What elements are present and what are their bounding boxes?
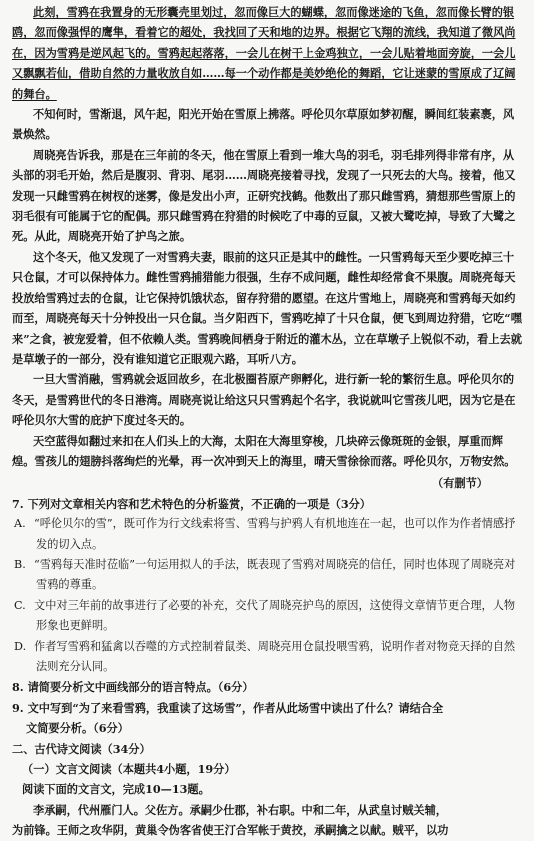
- question-7: [12, 494, 524, 678]
- question-8: 8. 请简要分析文中画线部分的语言特点。（6分）: [12, 680, 254, 695]
- section-heading: 二、古代诗文阅读（34分）: [12, 741, 151, 756]
- reading-instruction: 阅读下面的文言文，完成10—13题。: [22, 782, 210, 797]
- source-note: （有删节）: [432, 476, 488, 491]
- classical-text-line-1: 李承嗣，代州雁门人。父佐方。承嗣少仕郡，补右职。中和二年，从武皇讨贼关辅，: [33, 802, 447, 817]
- option-text: 文中对三年前的故事进行了必要的补充，交代了周晓亮护鸟的原因，这使得文章情节更合理，人物形象也更鲜明。: [34, 598, 516, 633]
- option-letter: C.: [14, 598, 26, 612]
- option-letter: A.: [14, 517, 26, 531]
- passage-paragraph-3: 这个冬天，他又发现了一对雪鸦夫妻，眼前的这只正是其中的雌性。一只雪鸦每天至少要吃掉三十只仓鼠，才可以保持体力。雌性雪鸦捕猎能力很强，生存不成问题，雌性却经常食不果腹。周晓亮每天投放给雪鸦过去的仓鼠，让它保持饥饿状态，留存狩猎的愿望。在这片雪地上，周晓亮和雪鸦每天如约而至，周晓亮每天十分钟投出一只仓鼠。当夕阳西下，雪鸦吃掉了十只仓鼠，便飞到周边狩猎，它吃“嘿来”之食，被宠爱着，但不依赖人类。雪鸦晚间栖身于附近的灌木丛，立在草墩子上锐似不动，看上去就是草墩子的一部分，没有谁知道它正眼观六路，耳听八方。: [12, 249, 522, 366]
- classical-text-line-2: 为前锋。王师之攻华阴，黄巢令伪客省使王汀合军帐于黄挍，承嗣擒之以献。贼平，以功: [12, 823, 449, 838]
- option-text: “雪鸦每天准时莅临”一句运用拟人的手法，既表现了雪鸦对周晓亮的信任，同时也体现了周晓亮对雪鸦的尊重。: [34, 557, 516, 592]
- option-c: [12, 596, 524, 637]
- option-letter: B.: [14, 557, 26, 571]
- passage-paragraph-5: 天空蓝得如翻过来扣在人们头上的大海，太阳在大海里穿梭，几块碎云像斑斑的金银，厚重而辉煌。雪孩儿的翅膀抖落绚烂的光晕，再一次冲到天上的海里，晴天雪徐徐而落。呼伦贝尔，万物安然。: [12, 433, 516, 468]
- question-9-line-2: 文简要分析。（6分）: [26, 721, 129, 736]
- subsection-heading: （一）文言文阅读（本题共4小题，19分）: [22, 762, 236, 777]
- passage-paragraph-2: 周晓亮告诉我，那是在三年前的冬天，他在雪原上看到一堆大鸟的羽毛，羽毛排列得非常有序，从头部的羽毛开始，然后是腹羽、背羽、尾羽……周晓亮接着寻找，发现了一只死去的大鸟。接着，他又发现一只雌雪鸦在树杈的迷雾，像是发出小声，正研究找鹤。他数出了那只雌雪鸦，猜想那些雪原上的羽毛很有可能属于它的配偶。那只雌雪鸦在狩猎的时候吃了中毒的豆鼠，又被大鹭吃掉，导致了大鹭之死。从此，周晓亮开始了护鸟之旅。: [12, 147, 516, 244]
- underlined-passage: 此刻，雪鸦在我置身的无形囊壳里划过，忽而像巨大的蝴蝶，忽而像迷途的飞鱼，忽而像长臂的银鸥，忽而像强悍的鹰隼，看着它的超处，我找回了天和地的边界。根据它飞翔的流线，我知道了微风尚在，因为雪鸦是逆风起飞的。雪鸦起起落落，一会儿在树干上金鸡独立，一会儿贴着地面旁旋，一会儿又飘飘若仙，借助自然的力量收放自如……每一个动作都是美妙绝伦的舞蹈，它让迷蒙的雪原成了辽阔的舞台。: [12, 5, 516, 101]
- option-d: [12, 637, 524, 678]
- passage-paragraph-4: 一旦大雪消融，雪鸦就会返回故乡，在北极圈苔原产卵孵化，进行新一轮的繁衍生息。呼伦贝尔的冬天，是雪鸦世代的冬日港湾。周晓亮说让给这只只雪鸦起个名字，我说就叫它雪孩儿吧，因为它是在呼伦贝尔大雪的庇护下度过冬天的。: [12, 372, 516, 428]
- question-9-line-1: 9. 文中写到“为了来看雪鸦，我重读了这场雪”，作者从此场雪中读出了什么？请结合全: [12, 700, 444, 715]
- option-a: [12, 514, 524, 555]
- option-letter: D.: [14, 639, 27, 653]
- option-text: 作者写雪鸦和猛禽以吞噬的方式控制着鼠类、周晓亮用仓鼠投喂雪鸦，说明作者对物竞天择的自然法则充分认同。: [34, 639, 516, 673]
- passage-paragraph-1: 不知何时，雪渐退，风午起，阳光开始在雪原上拂落。呼伦贝尔草原如梦初醒，瞬间红装素裹，风景焕然。: [12, 107, 515, 142]
- option-b: [12, 555, 524, 596]
- question-7-stem: 7. 下列对文章相关内容和艺术特色的分析鉴赏，不正确的一项是（3分）: [12, 496, 371, 511]
- reading-passage: [12, 2, 524, 494]
- option-text: “呼伦贝尔的雪”，既可作为行文线索将雪、雪鸦与护鸦人有机地连在一起，也可以作为作者情感抒发的切入点。: [34, 517, 516, 551]
